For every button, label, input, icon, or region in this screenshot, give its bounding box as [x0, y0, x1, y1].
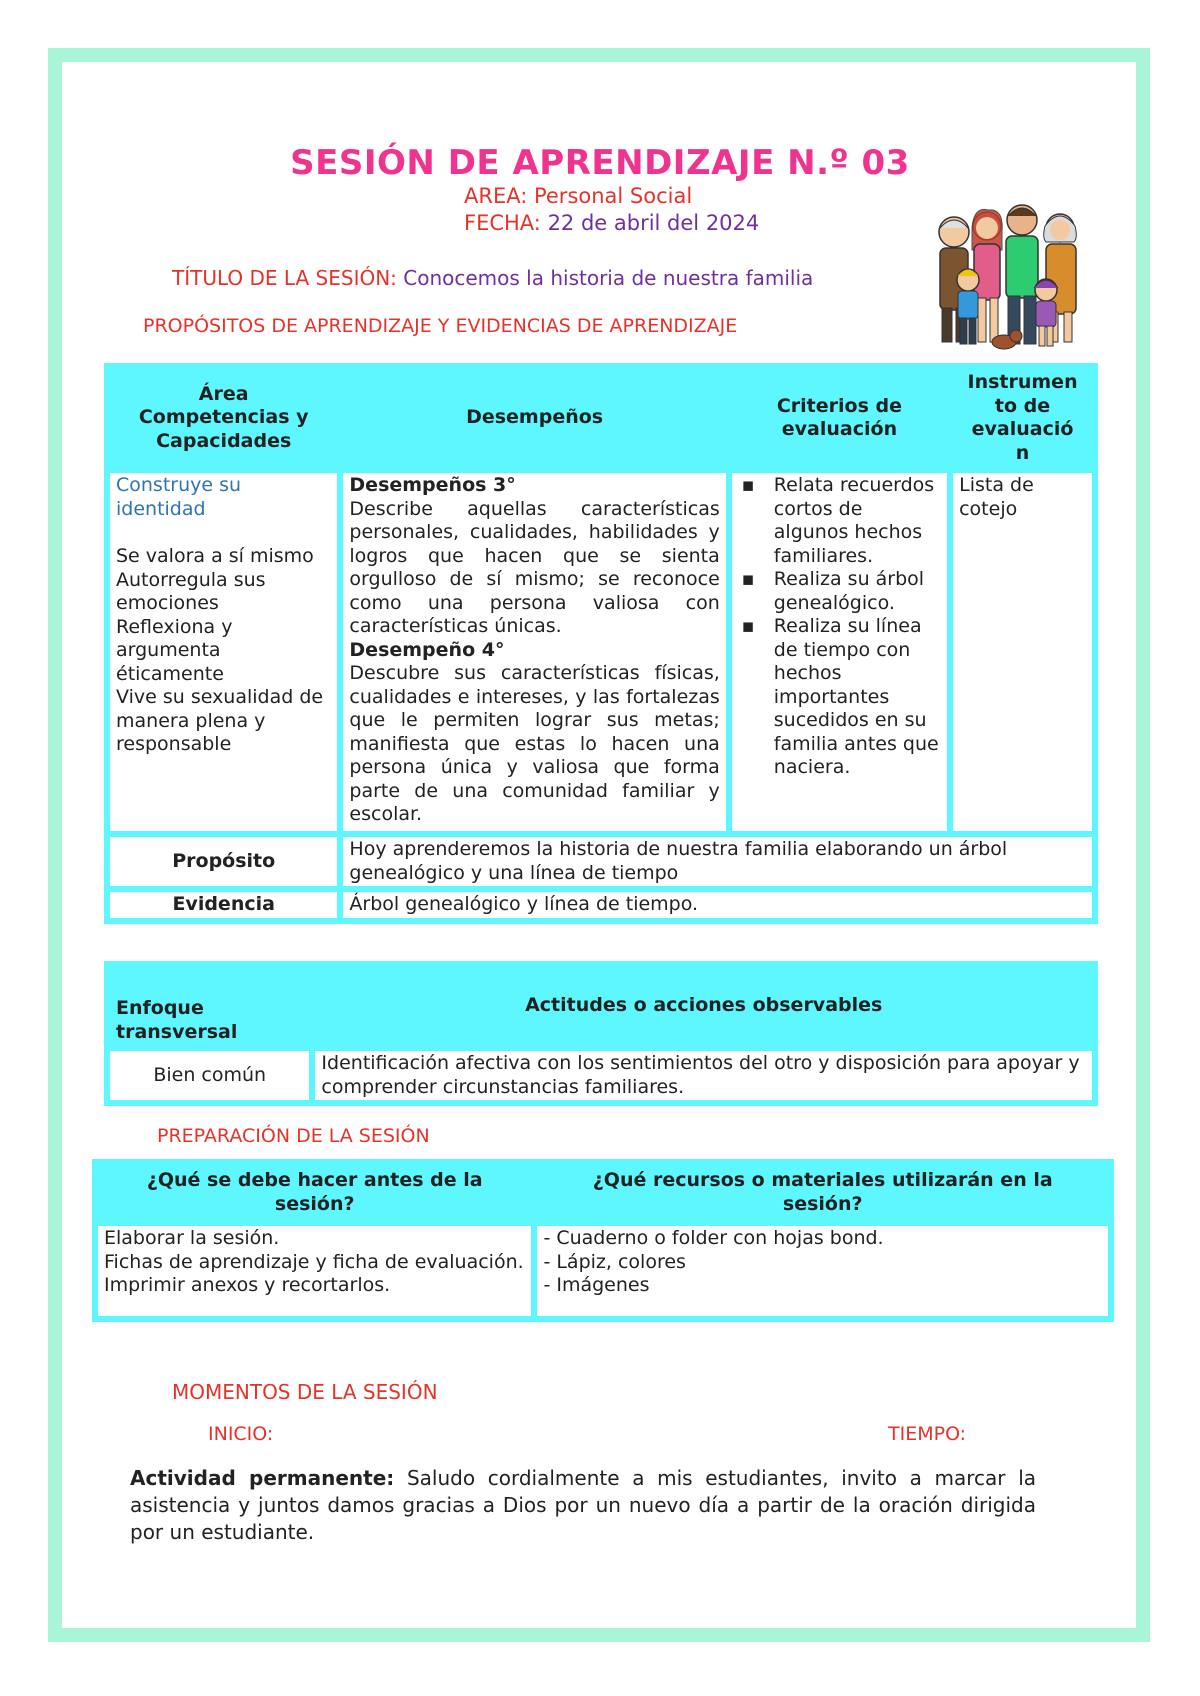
desempenos-cell	[343, 473, 725, 831]
fecha-value: 22 de abril del 2024	[547, 211, 760, 235]
criterio-item: ▪ Relata recuerdos cortos de algunos hechos familiares.	[774, 474, 941, 568]
preparacion-heading: PREPARACIÓN DE LA SESIÓN	[157, 1125, 430, 1147]
criterios-list	[738, 474, 941, 780]
header-actitudes: Actitudes o acciones observables	[315, 967, 1092, 1045]
proposito-text: Hoy aprenderemos la historia de nuestra familia elaborando un árbol genealógico y una línea de tiempo	[343, 837, 1092, 886]
capacidades-list: Se valora a sí mismo Autorregula sus emociones Reflexiona y argumenta éticamente Vive su sexualidad de manera plena y responsable	[116, 545, 324, 755]
header-antes: ¿Qué se debe hacer antes de la sesión?	[98, 1165, 531, 1220]
header-instrumento: Instrumen to de evaluació n	[953, 369, 1092, 467]
antes-list: Elaborar la sesión. Fichas de aprendizaje y ficha de evaluación. Imprimir anexos y recortarlos.	[98, 1226, 531, 1316]
header-criterios: Criterios de evaluación	[732, 369, 947, 467]
actividad-text: Saludo cordialmente a mis estudiantes, invito a marcar la asistencia y juntos damos gracias a Dios por un nuevo día a partir de la oración dirigida por un estudiante.	[130, 1466, 1037, 1544]
evidencia-text: Árbol genealógico y línea de tiempo.	[343, 892, 1092, 918]
desempeno3-title: Desempeños 3°	[349, 474, 516, 496]
criterios-cell	[732, 473, 947, 831]
momentos-heading: MOMENTOS DE LA SESIÓN	[172, 1380, 438, 1404]
session-title-line	[172, 266, 813, 290]
enfoque-table	[104, 961, 1098, 1106]
actividad-permanente	[130, 1465, 1036, 1546]
competencia-name: Construye su identidad	[116, 474, 242, 520]
session-title: SESIÓN DE APRENDIZAJE N.º 03	[290, 143, 910, 183]
header-enfoque: Enfoque transversal	[110, 967, 309, 1045]
propositos-heading: PROPÓSITOS DE APRENDIZAJE Y EVIDENCIAS DE APRENDIZAJE	[143, 315, 738, 337]
desempeno4-text: Descubre sus características físicas, cualidades e intereses, y las fortalezas que le permiten lograr sus metas; manifiesta que estas lo hacen una persona única y valiosa que forma parte de una comunidad familiar y escolar.	[349, 662, 720, 825]
propositos-table	[104, 363, 1098, 924]
titulo-label: TÍTULO DE LA SESIÓN:	[172, 266, 397, 290]
preparacion-table	[92, 1159, 1114, 1322]
area-line: AREA: Personal Social	[464, 184, 693, 208]
criterio-item: ▪ Realiza su línea de tiempo con hechos importantes sucedidos en su familia antes que naciera.	[774, 615, 941, 780]
header-recursos: ¿Qué recursos o materiales utilizarán en la sesión?	[537, 1165, 1108, 1220]
instrumento-cell: Lista de cotejo	[953, 473, 1092, 831]
header-desempenos: Desempeños	[343, 369, 725, 467]
recursos-list: - Cuaderno o folder con hojas bond. - Lápiz, colores - Imágenes	[537, 1226, 1108, 1316]
evidencia-label: Evidencia	[110, 892, 337, 918]
proposito-label: Propósito	[110, 837, 337, 886]
header-area: Área Competencias y Capacidades	[110, 369, 337, 467]
desempeno3-text: Describe aquellas características personales, cualidades, habilidades y logros que hacen que se sienta orgulloso de sí mismo; se reconoce como una persona valiosa con características únicas.	[349, 497, 720, 637]
fecha-line	[464, 211, 759, 235]
inicio-label: INICIO:	[208, 1423, 274, 1445]
enfoque-value: Bien común	[110, 1051, 309, 1100]
tiempo-label: TIEMPO:	[888, 1423, 967, 1445]
family-illustration	[932, 198, 1092, 358]
desempeno4-title: Desempeño 4°	[349, 638, 505, 661]
fecha-label: FECHA:	[464, 211, 541, 235]
actividad-label: Actividad permanente:	[130, 1466, 395, 1490]
actitud-value: Identificación afectiva con los sentimientos del otro y disposición para apoyar y comprender circunstancias familiares.	[315, 1051, 1092, 1100]
titulo-value: Conocemos la historia de nuestra familia	[403, 266, 814, 290]
competencia-cell	[110, 473, 337, 831]
criterio-item: ▪ Realiza su árbol genealógico.	[774, 568, 941, 615]
